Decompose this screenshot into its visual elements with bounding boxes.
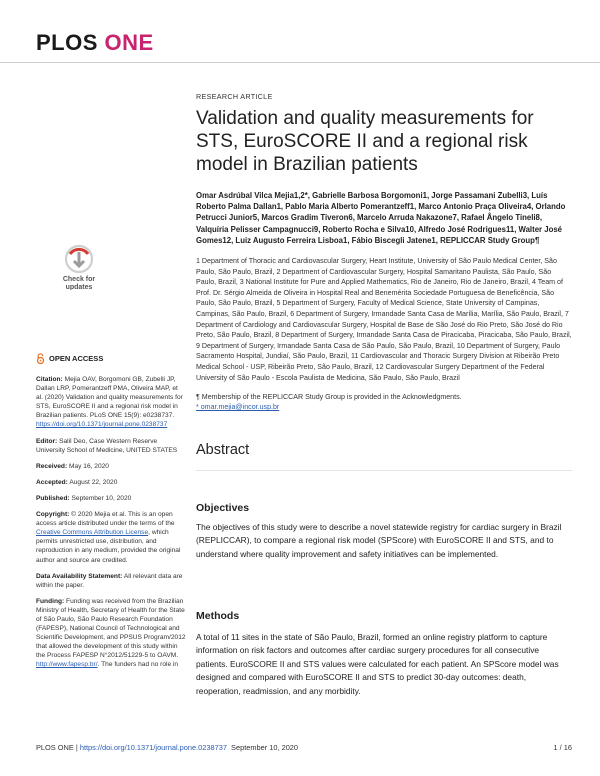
copyright-block bbox=[36, 510, 186, 565]
copyright-label: Copyright: bbox=[36, 511, 70, 519]
editor-block bbox=[36, 437, 186, 455]
open-lock-icon bbox=[36, 353, 45, 364]
received-label: Received: bbox=[36, 462, 68, 470]
membership-note: ¶ Membership of the REPLICCAR Study Group is provided in the Acknowledgments. bbox=[196, 393, 462, 402]
copyright-text-1: © 2020 Mejia et al. This is an open access article distributed under the terms of the bbox=[36, 511, 175, 528]
author-list: Omar Asdrúbal Vilca Mejia1,2*, Gabrielle Barbosa Borgomoni1, Jorge Passamani Zubelli3, Luís Roberto Palma Dallan1, Pablo Maria Alberto Pomerantzeff1, Marco Antonio Praça Oliveira4, Orlando Petrucci Junior5, Marcos Gradim Tiveron6, Marcelo Arruda Nakazone7, Rafael Ângelo Tineli8, Valquíria Pelisser Campagnucci9, Roberto Rocha e Silva10, Alfredo José Rodrigues11, Walter José Gomes12, Luiz Augusto Ferreira Lisboa1, Fábio Biscegli Jatene1, REPLICCAR Study Group¶ bbox=[196, 191, 566, 245]
data-availability-block bbox=[36, 572, 186, 590]
methods-heading: Methods bbox=[196, 610, 240, 622]
editor-text: Salil Deo, Case Western Reserve University School of Medicine, UNITED STATES bbox=[36, 437, 178, 454]
logo-one: ONE bbox=[104, 30, 154, 55]
objectives-text: The objectives of this study were to describe a novel statewide registry for cardiac surgery in Brazil (REPLICCAR), to compare a regional risk model (SPScore) with EuroSCORE II and STS, and to understand where quality improvement and safety initiatives can be implemented. bbox=[196, 522, 562, 559]
open-access-text: OPEN ACCESS bbox=[49, 354, 104, 363]
methods-text: A total of 11 sites in the state of São Paulo, Brazil, formed an online registry platform to capture information on risk factors and outcomes after cardiac surgery procedures for all consecutive patients. EuroSCORE II and STS values were calculated for each patient. An SPScore model was designed and compared with EuroSCORE II and STS to predict 30-day outcomes: death, reoperation, readmission, and any morbidity. bbox=[196, 632, 559, 696]
corresponding-email-link[interactable]: * omar.mejia@incor.usp.br bbox=[196, 403, 280, 412]
footer-date: September 10, 2020 bbox=[231, 743, 299, 752]
funding-label: Funding: bbox=[36, 597, 65, 605]
objectives-heading: Objectives bbox=[196, 502, 250, 514]
license-link[interactable]: Creative Commons Attribution License bbox=[36, 529, 149, 537]
citation-text: Mejia OAV, Borgomoni GB, Zubelli JP, Dallan LRP, Pomerantzeff PMA, Oliveira MAP, et al. (2020) Validation and quality measurements for STS, EuroSCORE II and a regional risk model in Brazilian patients. PLoS ONE 15(9): e0238737. bbox=[36, 376, 183, 420]
check-label-line1: Check for bbox=[62, 276, 96, 283]
page-footer bbox=[36, 743, 572, 752]
abstract-heading: Abstract bbox=[196, 442, 250, 458]
funding-text-2: . The funders had no role in bbox=[97, 661, 179, 669]
accepted-label: Accepted: bbox=[36, 478, 68, 486]
article-header bbox=[196, 92, 572, 412]
funding-text-1: Funding was received from the Brazilian Ministry of Health, Secretary of Health for the State of São Paulo, São Paulo Research Foundation (FAPESP), National Council of Technological and Scientific Development, and PPSUS Program/2012 that allowed the development of this study within the Process FAPESP N°2012/51229-5 to OAVM. bbox=[36, 597, 186, 660]
citation-doi-link[interactable]: https://doi.org/10.1371/journal.pone.0238737 bbox=[36, 421, 168, 429]
accepted-date: August 22, 2020 bbox=[67, 478, 118, 486]
header-divider bbox=[0, 62, 600, 63]
logo-plos: PLOS bbox=[36, 30, 98, 55]
accepted-block bbox=[36, 478, 186, 487]
fapesp-link[interactable]: http://www.fapesp.br/ bbox=[36, 661, 98, 669]
article-title: Validation and quality measurements for STS, EuroSCORE II and a regional risk model in Brazilian patients bbox=[196, 108, 534, 175]
received-block bbox=[36, 462, 186, 471]
published-label: Published: bbox=[36, 494, 70, 502]
check-label-line2: updates bbox=[65, 284, 93, 290]
data-availability-label: Data Availability Statement: bbox=[36, 572, 123, 580]
data-availability-text: All relevant data are within the paper. bbox=[36, 572, 183, 589]
check-for-updates-badge[interactable] bbox=[56, 244, 102, 290]
open-access-label bbox=[36, 353, 103, 364]
affiliations: 1 Department of Thoracic and Cardiovascular Surgery, Heart Institute, University of São Paulo Medical Center, São Paulo, São Paulo, Brazil, 2 Department of Cardiovascular Surgery, Hospital Samaritano Paulista, São Paulo, São Paulo, Brazil, 3 National Institute for Pure and Applied Mathematics, Rio de Janeiro, Rio de Janeiro, Brazil, 4 Team of Prof. Dr. Sérgio Almeida de Oliveira in Hospital Real and Benemérita Sociedade Portuguesa de Beneficência, São Paulo, São Paulo, Brazil, 5 Department of Surgery, Faculty of Medical Science, State University of Campinas, Campinas, São Paulo, Brazil, 6 Department of Surgery, Irmandade Santa Casa de Marília, Marília, São Paulo, Brazil, 7 Department of Cardiology and Cardiovascular Surgery, Hospital de Base de São José do Rio Preto, São José do Rio Preto, São Paulo, Brazil, 8 Department of Surgery, Irmandade Santa Casa de Piracicaba, Piracicaba, São Paulo, Brazil, 9 Department of Surgery, Irmandade Santa Casa de São Paulo, São Paulo, Brazil, 10 Department of Surgery, Paulo Sacramento Hospital, Jundiaí, São Paulo, Brazil, 11 Cardiovascular and Thoracic Surgery Division at Ribeirão Preto Medical School - USP, Ribeirão Preto, São Paulo, Brazil, 12 Cardiovascular Surgery Department of the Federal University of São Paulo - Escola Paulista de Medicina, São Paulo, São Paulo, Brazil bbox=[196, 257, 572, 382]
author-notes bbox=[196, 392, 572, 412]
received-date: May 16, 2020 bbox=[67, 462, 109, 470]
editor-label: Editor: bbox=[36, 437, 58, 445]
citation-label: Citation: bbox=[36, 376, 63, 383]
check-for-updates-icon bbox=[56, 244, 102, 290]
footer-doi-link[interactable]: https://doi.org/10.1371/journal.pone.0238737 bbox=[79, 743, 227, 752]
article-type: RESEARCH ARTICLE bbox=[196, 92, 273, 101]
footer-separator: | bbox=[73, 743, 80, 752]
published-block bbox=[36, 494, 186, 503]
funding-block bbox=[36, 597, 186, 670]
abstract-divider bbox=[196, 470, 572, 471]
footer-citation bbox=[36, 743, 298, 752]
page-number: 1 / 16 bbox=[553, 743, 572, 752]
copyright-text-2: , which permits unrestricted use, distribution, and reproduction in any medium, provided the original author and source are credited. bbox=[36, 529, 181, 564]
footer-journal: PLOS ONE bbox=[36, 743, 74, 752]
journal-logo bbox=[36, 30, 154, 56]
citation-block bbox=[36, 375, 186, 430]
article-metadata-sidebar bbox=[36, 375, 186, 677]
published-date: September 10, 2020 bbox=[69, 494, 132, 502]
